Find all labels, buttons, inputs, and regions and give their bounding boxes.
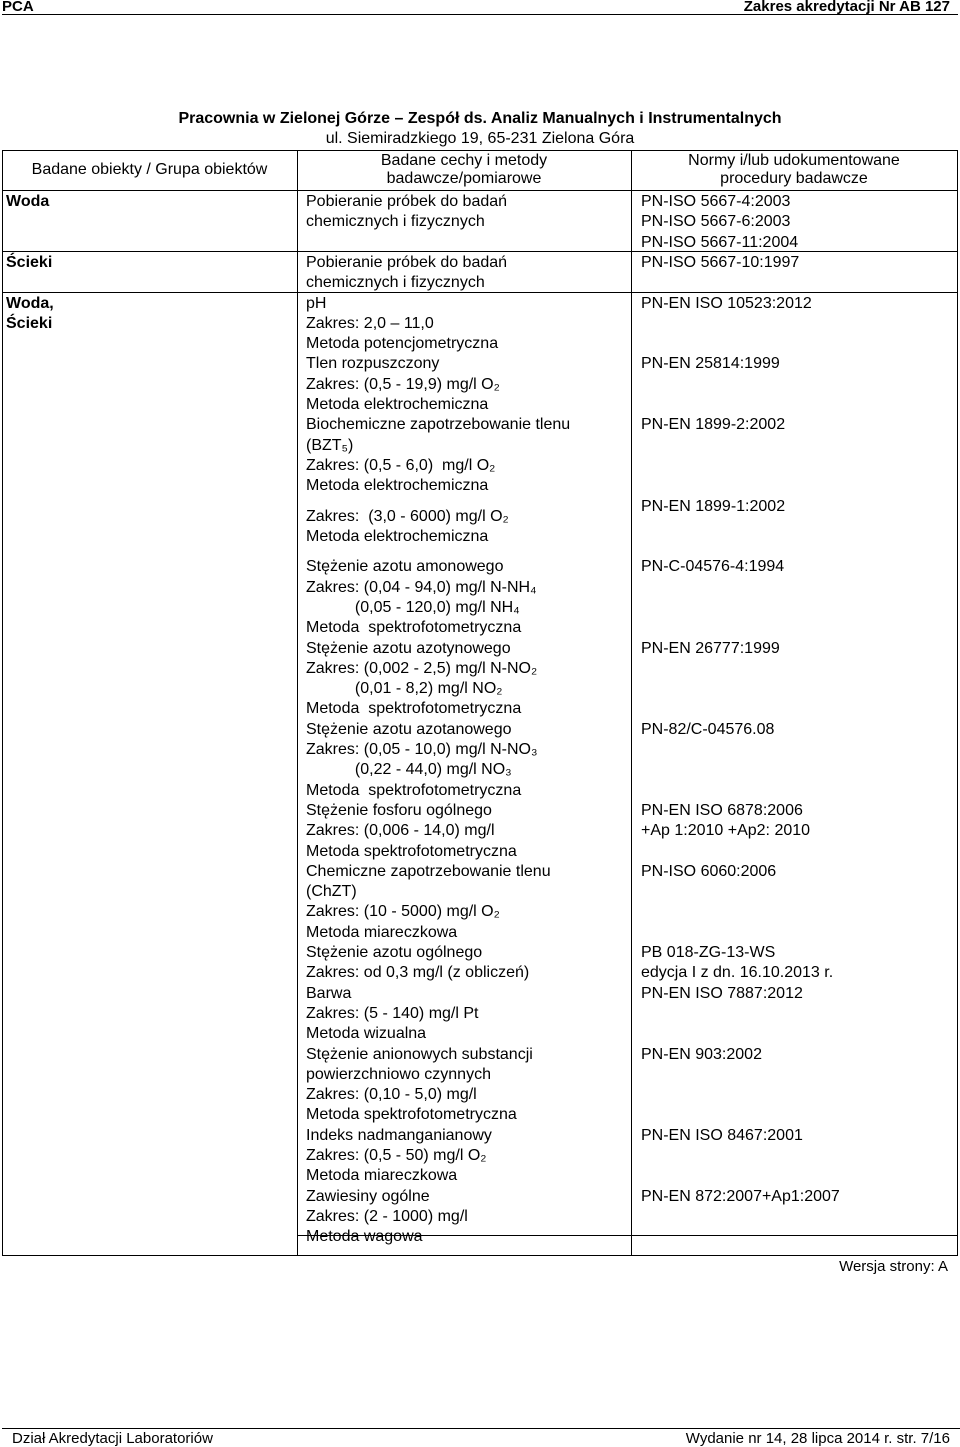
- method-line: Chemiczne zapotrzebowanie tlenu: [306, 862, 551, 880]
- norm-line: +Ap 1:2010 +Ap2: 2010: [641, 822, 811, 840]
- method-line: Stężenie azotu amonowego: [306, 558, 504, 576]
- method-line: Zakres: (3,0 - 6000) mg/l O₂: [306, 507, 509, 525]
- method-entry: [306, 862, 551, 943]
- method-line: Zakres: (2 - 1000) mg/l: [306, 1207, 468, 1225]
- method-line: Zakres: (10 - 5000) mg/l O₂: [306, 903, 500, 921]
- norm-line: PN-ISO 6060:2006: [641, 862, 777, 880]
- method-line: Barwa: [306, 984, 352, 1002]
- method-line: chemicznych i fizycznych: [306, 213, 485, 231]
- norm-entry: [641, 415, 785, 435]
- method-line: Stężenie fosforu ogólnego: [306, 802, 492, 819]
- footer-edition: Wydanie nr 14, 28 lipca 2014 r. str. 7/16: [685, 1430, 950, 1447]
- page-header: [2, 0, 958, 15]
- method-line: pH: [306, 294, 327, 312]
- method-line: Stężenie anionowych substancji: [306, 1045, 533, 1063]
- norm-entry: [641, 943, 833, 984]
- norm-line: PN-EN 26777:1999: [641, 639, 780, 657]
- method-line: Zakres: (0,006 - 14,0) mg/l: [306, 822, 495, 840]
- method-line: chemicznych i fizycznych: [306, 274, 485, 292]
- method-line: Metoda spektrofotometryczna: [306, 619, 522, 637]
- norm-entry: [641, 354, 780, 374]
- method-line: Tlen rozpuszczony: [306, 355, 440, 373]
- norm-line: PN-EN ISO 10523:2012: [641, 294, 812, 312]
- method-line: (ChZT): [306, 883, 357, 901]
- method-line: Metoda elektrochemiczna: [306, 395, 489, 413]
- method-line: Metoda elektrochemiczna: [306, 527, 489, 545]
- method-line: Zakres: (0,5 - 6,0) mg/l O₂: [306, 456, 496, 474]
- method-line: Stężenie azotu azotanowego: [306, 720, 512, 738]
- norm-entry: [641, 557, 784, 577]
- norm-line: PN-ISO 5667-6:2003: [641, 213, 791, 231]
- method-line: Metoda elektrochemiczna: [306, 477, 489, 495]
- norm-line: PN-ISO 5667-10:1997: [641, 253, 800, 271]
- method-entry: [306, 943, 529, 984]
- norm-line: PN-EN ISO 8467:2001: [641, 1126, 803, 1144]
- column-header-objects: Badane obiekty / Grupa obiektów: [31, 161, 268, 178]
- norm-line: PN-EN 1899-1:2002: [641, 497, 786, 515]
- header-org: PCA: [2, 0, 34, 15]
- method-line: Zakres: od 0,3 mg/l (z obliczeń): [306, 964, 530, 982]
- group-woda: Woda: [6, 193, 50, 210]
- norm-entry: [641, 253, 799, 273]
- norm-line: edycja I z dn. 16.10.2013 r.: [641, 964, 834, 982]
- method-line: Biochemiczne zapotrzebowanie tlenu: [306, 416, 571, 434]
- norm-entry: [641, 1045, 762, 1065]
- method-line: (0,22 - 44,0) mg/l NO₃: [306, 761, 512, 779]
- column-header-norms: Normy i/lub udokumentowane procedury badawcze: [688, 152, 900, 187]
- norm-entry: [641, 497, 785, 517]
- norm-line: PN-ISO 5667-11:2004: [641, 233, 799, 251]
- method-line: Zawiesiny ogólne: [306, 1187, 430, 1205]
- method-line: Stężenie azotu ogólnego: [306, 944, 483, 962]
- method-line: Metoda potencjometryczna: [306, 335, 499, 353]
- method-line: Zakres: (0,5 - 19,9) mg/l O₂: [306, 375, 500, 393]
- method-line: powierzchniowo czynnych: [306, 1065, 491, 1083]
- norm-line: PN-EN 903:2002: [641, 1045, 762, 1063]
- lab-address: ul. Siemiradzkiego 19, 65-231 Zielona Góra: [325, 130, 635, 147]
- method-entry: [306, 294, 498, 355]
- method-entry: [306, 415, 570, 496]
- norm-line: PN-82/C-04576.08: [641, 720, 775, 738]
- method-line: Metoda spektrofotometryczna: [306, 700, 522, 718]
- method-entry: [306, 720, 537, 801]
- method-line: Zakres: (5 - 140) mg/l Pt: [306, 1004, 479, 1022]
- method-line: Pobieranie próbek do badań: [306, 253, 508, 271]
- method-line: Indeks nadmanganianowy: [306, 1126, 492, 1144]
- norm-entry: [641, 862, 776, 882]
- norm-entry: [641, 1126, 803, 1146]
- norm-entry: [641, 720, 774, 740]
- norm-line: PN-EN ISO 6878:2006: [641, 802, 803, 819]
- method-line: (BZT₅): [306, 436, 354, 454]
- norm-entry: [641, 639, 780, 659]
- method-line: (0,05 - 120,0) mg/l NH₄: [306, 598, 520, 616]
- norm-line: PN-C-04576-4:1994: [641, 558, 785, 576]
- method-line: (0,01 - 8,2) mg/l NO₂: [306, 680, 503, 698]
- method-line: Zakres: (0,05 - 10,0) mg/l N-NO₃: [306, 741, 538, 759]
- method-line: Metoda wizualna: [306, 1025, 427, 1043]
- group-woda-scieki: Woda, Ścieki: [6, 295, 54, 333]
- footer-department: Dział Akredytacji Laboratoriów: [12, 1430, 213, 1447]
- norm-line: PB 018-ZG-13-WS: [641, 944, 776, 962]
- method-line: Stężenie azotu azotynowego: [306, 639, 511, 657]
- method-entry: [306, 1126, 492, 1187]
- method-entry: [306, 192, 507, 233]
- method-entry: [306, 1045, 533, 1126]
- norm-entry: [641, 984, 803, 1004]
- method-line: Metoda spektrofotometryczna: [306, 842, 517, 860]
- method-line: Metoda wagowa: [306, 1228, 423, 1246]
- method-line: Metoda miareczkowa: [306, 1167, 458, 1185]
- norm-line: PN-EN 25814:1999: [641, 355, 780, 373]
- lab-name: Pracownia w Zielonej Górze – Zespół ds. Analiz Manualnych i Instrumentalnych: [178, 110, 782, 127]
- method-line: Zakres: (0,5 - 50) mg/l O₂: [306, 1147, 487, 1165]
- norm-entry: [641, 1187, 840, 1207]
- method-entry: [306, 801, 517, 862]
- method-line: Metoda miareczkowa: [306, 923, 458, 941]
- method-entry: [306, 1187, 468, 1248]
- method-entry: [306, 557, 537, 638]
- method-line: Zakres: 2,0 – 11,0: [306, 314, 434, 332]
- group-scieki: Ścieki: [6, 254, 53, 271]
- method-line: Pobieranie próbek do badań: [306, 193, 508, 210]
- method-entry: [306, 507, 509, 548]
- column-header-methods: Badane cechy i metody badawcze/pomiarowe: [380, 152, 548, 187]
- page-footer: [2, 1428, 960, 1447]
- method-line: Metoda spektrofotometryczna: [306, 1106, 517, 1124]
- norm-line: PN-EN 1899-2:2002: [641, 416, 786, 434]
- norm-line: PN-ISO 5667-4:2003: [641, 193, 791, 210]
- method-line: Zakres: (0,10 - 5,0) mg/l: [306, 1086, 477, 1104]
- page-version: Wersja strony: A: [839, 1258, 948, 1275]
- norm-line: PN-EN ISO 7887:2012: [641, 984, 803, 1002]
- norm-entry: [641, 801, 810, 842]
- header-title: Zakres akredytacji Nr AB 127: [743, 0, 950, 15]
- norm-line: PN-EN 872:2007+Ap1:2007: [641, 1187, 840, 1205]
- method-line: Zakres: (0,04 - 94,0) mg/l N-NH₄: [306, 578, 537, 596]
- method-line: Zakres: (0,002 - 2,5) mg/l N-NO₂: [306, 659, 538, 677]
- norm-entry: [641, 192, 798, 253]
- method-entry: [306, 253, 507, 294]
- norm-entry: [641, 294, 812, 314]
- method-entry: [306, 984, 479, 1045]
- method-entry: [306, 639, 537, 720]
- method-line: Metoda spektrofotometryczna: [306, 781, 522, 799]
- method-entry: [306, 354, 500, 415]
